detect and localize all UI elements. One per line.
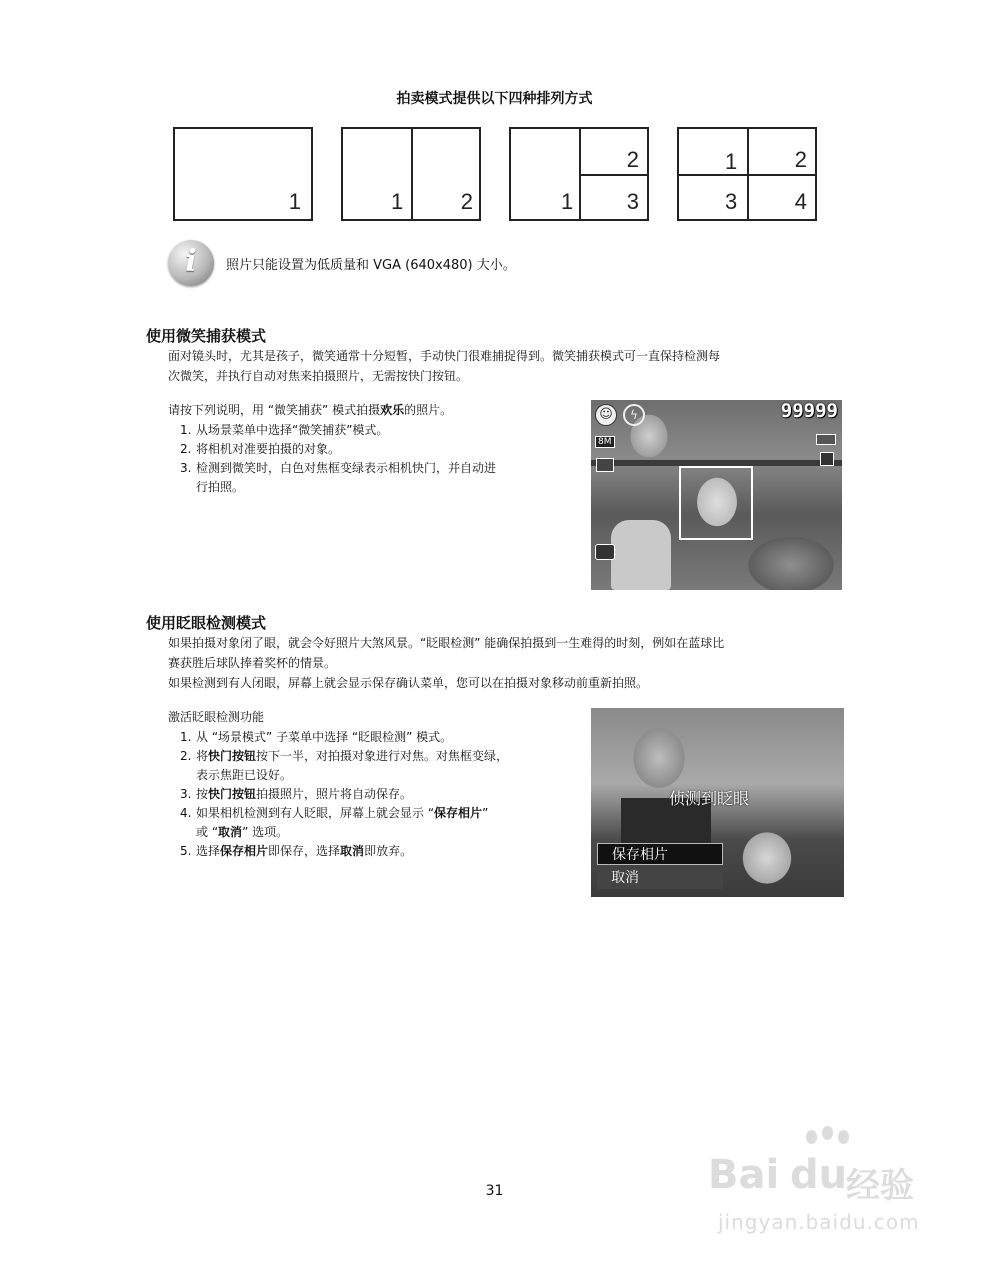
layout-label: 1 (391, 189, 404, 214)
layout-label: 3 (725, 189, 738, 214)
list-item: 3. 按快门按钮拍摄照片，照片将自动保存。 (180, 787, 413, 801)
layout-label: 2 (626, 147, 639, 172)
blink-detected-label: 侦测到眨眼 (669, 789, 750, 808)
shot-counter: 99999 (780, 400, 838, 422)
list-item: 1. 从场景菜单中选择“微笑捕获”模式。 (180, 423, 389, 437)
list-item: 2. 将快门按钮按下一半，对拍摄对象进行对焦。对焦框变绿， (180, 749, 509, 763)
flash-icon: ϟ (623, 404, 645, 426)
layout-title: 拍卖模式提供以下四种排列方式 (396, 91, 593, 107)
note-text: 照片只能设置为低质量和 VGA (640x480) 大小。 (226, 258, 516, 273)
layout-label: 1 (725, 149, 738, 174)
smile-steps (168, 421, 496, 497)
list-item: 4. 如果相机检测到有人眨眼，屏幕上就会显示 “保存相片” (180, 806, 489, 820)
smile-intro: 请按下列说明，用 “微笑捕获” 模式拍摄欢乐的照片。 (168, 403, 453, 417)
layout-diagram-quad (677, 127, 817, 221)
list-item: 5. 选择保存相片即保存，选择取消即放弃。 (180, 844, 413, 858)
quality-icon (596, 458, 614, 472)
baidu-watermark: Bai du 经验 jingyan.baidu.com (708, 1128, 978, 1238)
face-focus-frame (679, 466, 753, 540)
list-item: 3. 检测到微笑时，白色对焦框变绿表示相机快门，并自动进 (180, 461, 497, 475)
page-number: 31 (485, 1183, 504, 1199)
info-icon: i (168, 240, 214, 286)
list-item: 表示焦距已设好。 (196, 768, 293, 782)
layout-label: 1 (561, 189, 574, 214)
layout-label: 3 (626, 189, 639, 214)
layout-label: 2 (460, 189, 473, 214)
layout-label: 4 (794, 189, 807, 214)
blink-paragraph: 如果拍摄对象闭了眼，就会令好照片大煞风景。“眨眼检测” 能确保拍摄到一生难得的时刻，例如在蓝球比 赛获胜后球队捧着奖杯的情景。 如果检测到有人闭眼，屏幕上就会显示保存确认菜单，您可以在拍摄对象移动前重新拍照。 (168, 636, 725, 690)
layout-label: 1 (288, 189, 301, 214)
smile-mode-icon: ☺ (595, 404, 617, 426)
list-item: 1. 从 “场景模式” 子菜单中选择 “眨眼检测” 模式。 (180, 730, 453, 744)
cancel-menu-item[interactable]: 取消 (597, 867, 723, 889)
battery-icon (816, 434, 836, 445)
list-item: 2. 将相机对准要拍摄的对象。 (180, 442, 341, 456)
smile-heading: 使用微笑捕获模式 (146, 327, 267, 345)
layout-diagram-triple (509, 127, 649, 221)
smile-paragraph: 面对镜头时，尤其是孩子，微笑通常十分短暂，手动快门很难捕捉得到。微笑捕获模式可一直保持检测每 次微笑，并执行自动对焦来拍摄照片，无需按快门按钮。 (168, 349, 721, 383)
save-photo-menu-item[interactable]: 保存相片 (597, 843, 723, 865)
resolution-icon: 8M (595, 436, 615, 448)
blink-intro: 激活眨眼检测功能 (168, 710, 265, 724)
list-item: 或 “取消” 选项。 (196, 825, 289, 839)
blink-steps (168, 728, 508, 861)
list-item: 行拍照。 (196, 480, 245, 494)
blink-detect-screen (591, 708, 844, 897)
face-detect-icon (595, 544, 615, 560)
layout-diagram-double (341, 127, 481, 221)
smile-capture-screen (591, 400, 842, 590)
blink-heading: 使用眨眼检测模式 (146, 614, 267, 632)
layout-diagram-single (173, 127, 313, 221)
layout-label: 2 (794, 147, 807, 172)
storage-icon (820, 452, 834, 466)
